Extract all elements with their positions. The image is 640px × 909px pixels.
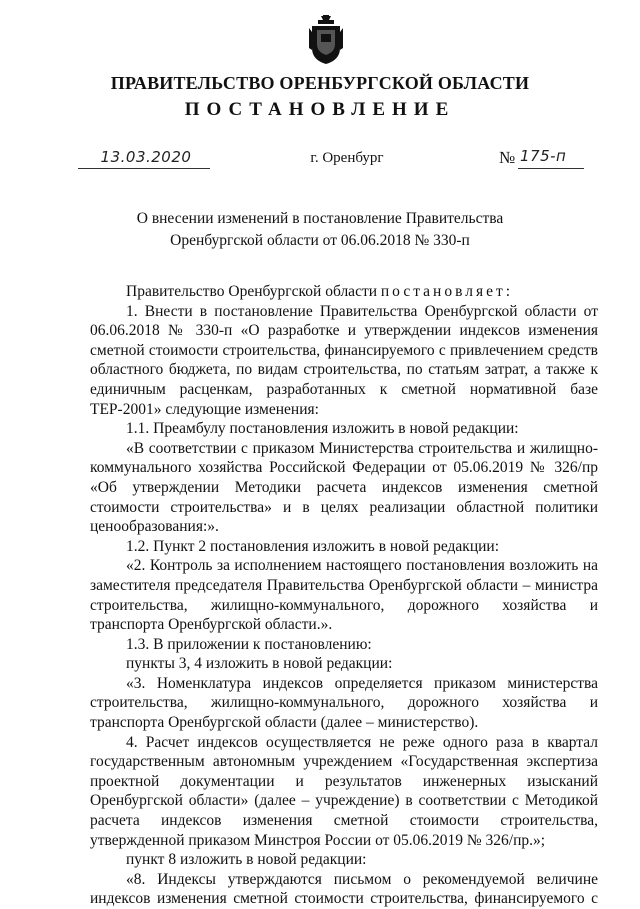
intro-paragraph	[90, 282, 598, 302]
number-sign: №	[499, 148, 516, 167]
body-paragraph: «3. Номенклатура индексов определяется приказом министерства строительства, жилищно-коммунального, дорожного хозяйства и транспорта Оренбургской области (далее – министерство).	[90, 674, 598, 732]
government-title: ПРАВИТЕЛЬСТВО ОРЕНБУРГСКОЙ ОБЛАСТИ	[110, 73, 530, 93]
document-body	[90, 282, 598, 909]
date-underline	[78, 168, 210, 169]
body-paragraph: «8. Индексы утверждаются письмом о рекомендуемой величине индексов изменения сметной стоимости строительства, финансируемого с	[90, 870, 598, 908]
document-date: 13.03.2020	[100, 148, 192, 166]
body-paragraph: 4. Расчет индексов осуществляется не реже одного раза в квартал государственным автономным учреждением «Государственная экспертиза проектной документации и результатов инженерных изысканий Оренбургской области» (далее – учреждение) в соответствии с Методикой расчета индексов изменения сметной стоимости строительства, утвержденной приказом Минстроя России от 05.06.2019 № 326/пр.»;	[90, 733, 598, 849]
body-paragraph: 1.3. В приложении к постановлению:	[126, 635, 372, 653]
intro-verb: постановляет	[380, 283, 506, 300]
document-city: г. Оренбург	[310, 150, 384, 166]
coat-of-arms-icon	[309, 14, 343, 66]
number-underline	[518, 168, 584, 169]
intro-prefix: Правительство Оренбургской области	[126, 283, 381, 300]
body-paragraph: пункт 8 изложить в новой редакции:	[126, 851, 367, 869]
subject-line-1: О внесении изменений в постановление Правительства	[136, 210, 504, 227]
document-number: 175-п	[520, 147, 567, 165]
body-paragraph: 1.1. Преамбулу постановления изложить в новой редакции:	[126, 420, 519, 438]
body-paragraph: 1. Внести в постановление Правительства Оренбургской области от 06.06.2018 № 330-п «О разработке и утверждении индексов изменения сметной стоимости строительства, финансируемого с привлечением средств областного бюджета, по видам строительства, по статьям затрат, а также к единичным расценкам, разработанных к сметной нормативной базе ТЕР-2001» следующие изменения:	[90, 302, 598, 418]
intro-suffix: :	[505, 283, 511, 300]
document-type-title: ПОСТАНОВЛЕНИЕ	[184, 99, 456, 120]
document-subject	[0, 208, 640, 252]
body-paragraph: «2. Контроль за исполнением настоящего постановления возложить на заместителя председателя Правительства Оренбургской области – министра строительства, жилищно-коммунального, дорожного хозяйства и транспорта Оренбургской области.».	[90, 557, 598, 634]
body-paragraph: «В соответствии с приказом Министерства строительства и жилищно-коммунального хозяйства Российской Федерации от 05.06.2019 № 326/пр «Об утверждении Методики расчета индексов изменения сметной стоимости строительства» и в целях реализации областной политики ценообразования:».	[90, 439, 598, 536]
body-paragraph: 1.2. Пункт 2 постановления изложить в новой редакции:	[126, 537, 500, 555]
subject-line-2: Оренбургской области от 06.06.2018 № 330-п	[170, 232, 470, 249]
body-paragraph: пункты 3, 4 изложить в новой редакции:	[126, 655, 393, 673]
